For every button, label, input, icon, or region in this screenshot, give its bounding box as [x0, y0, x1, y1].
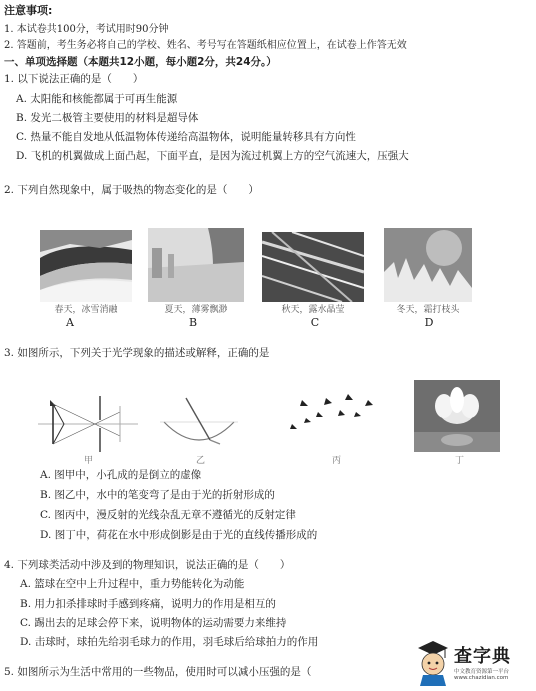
q2-photo-c: [262, 232, 364, 302]
logo-name: 查字典: [454, 646, 511, 667]
q3-figure-bing: [282, 390, 384, 452]
q3-label-bing: 丙: [332, 456, 342, 466]
q2-caption-c: 秋天，露水晶莹: [281, 305, 345, 315]
q3-option-b: B. 图乙中，水中的笔变弯了是由于光的折射形成的: [40, 489, 275, 501]
q3-label-jia: 甲: [84, 456, 94, 466]
q3-option-a: A. 图甲中，小孔成的是倒立的虚像: [40, 469, 202, 481]
q2-letter-a: A: [66, 316, 74, 329]
chazidian-logo: [414, 638, 532, 688]
q3-figure-jia: [38, 392, 138, 454]
notice-line-1: 1. 本试卷共100分，考试用时90分钟: [4, 24, 169, 35]
graduate-mascot-icon: [414, 638, 452, 686]
q2-letter-c: C: [310, 316, 320, 329]
section-heading: 一、单项选择题（本题共12小题，每小题2分，共24分。）: [4, 56, 277, 68]
q3-stem: 3. 如图所示，下列关于光学现象的描述或解释，正确的是: [4, 347, 270, 359]
q2-photo-d: [384, 228, 472, 302]
q2-letter-d: D: [424, 316, 434, 329]
q1-stem: 1. 以下说法正确的是（ ）: [4, 73, 144, 85]
notice-title: 注意事项:: [4, 4, 53, 17]
q3-figure-ding: [414, 380, 500, 452]
q3-figure-yi: [150, 392, 248, 454]
q3-option-c: C. 图丙中，漫反射的光线杂乱无章不遵循光的反射定律: [40, 509, 296, 521]
q4-option-c: C. 踢出去的足球会停下来，说明物体的运动需要力来维持: [20, 617, 287, 629]
q4-stem: 4. 下列球类活动中涉及到的物理知识，说法正确的是（ ）: [4, 559, 291, 571]
q2-photo-b: [148, 228, 244, 302]
q2-letter-b: B: [188, 316, 198, 329]
q1-option-c: C. 热量不能自发地从低温物体传递给高温物体，说明能量转移具有方向性: [16, 131, 356, 143]
notice-line-2: 2. 答题前，考生务必将自己的学校、姓名、考号写在答题纸相应位置上，在试卷上作答无效: [4, 40, 407, 51]
q4-option-b: B. 用力扣杀排球时手感到疼痛，说明力的作用是相互的: [20, 598, 276, 610]
q2-stem: 2. 下列自然现象中，属于吸热的物态变化的是（ ）: [4, 184, 259, 196]
q1-option-a: A. 太阳能和核能都属于可再生能源: [16, 93, 178, 105]
q3-label-ding: 丁: [455, 456, 465, 466]
q4-option-d: D. 击球时，球拍先给羽毛球力的作用，羽毛球后给球拍力的作用: [20, 636, 319, 648]
q5-stem: 5. 如图所示为生活中常用的一些物品，使用时可以减小压强的是（: [4, 666, 312, 678]
logo-subtitle: 中文教育资源第一平台 www.chazidian.com: [454, 669, 510, 681]
q1-option-b: B. 发光二极管主要使用的材料是超导体: [16, 112, 199, 124]
q1-option-d: D. 飞机的机翼做成上面凸起，下面平直，是因为流过机翼上方的空气流速大，压强大: [16, 150, 409, 162]
q2-photo-a: [40, 230, 132, 302]
q2-caption-a: 春天，冰雪消融: [54, 305, 118, 315]
q2-caption-d: 冬天，霜打枝头: [396, 305, 460, 315]
q3-label-yi: 乙: [196, 456, 206, 466]
q3-option-d: D. 图丁中，荷花在水中形成倒影是由于光的直线传播形成的: [40, 529, 318, 541]
q2-caption-b: 夏天，薄雾飘渺: [164, 305, 228, 315]
q4-option-a: A. 篮球在空中上升过程中，重力势能转化为动能: [20, 578, 245, 590]
